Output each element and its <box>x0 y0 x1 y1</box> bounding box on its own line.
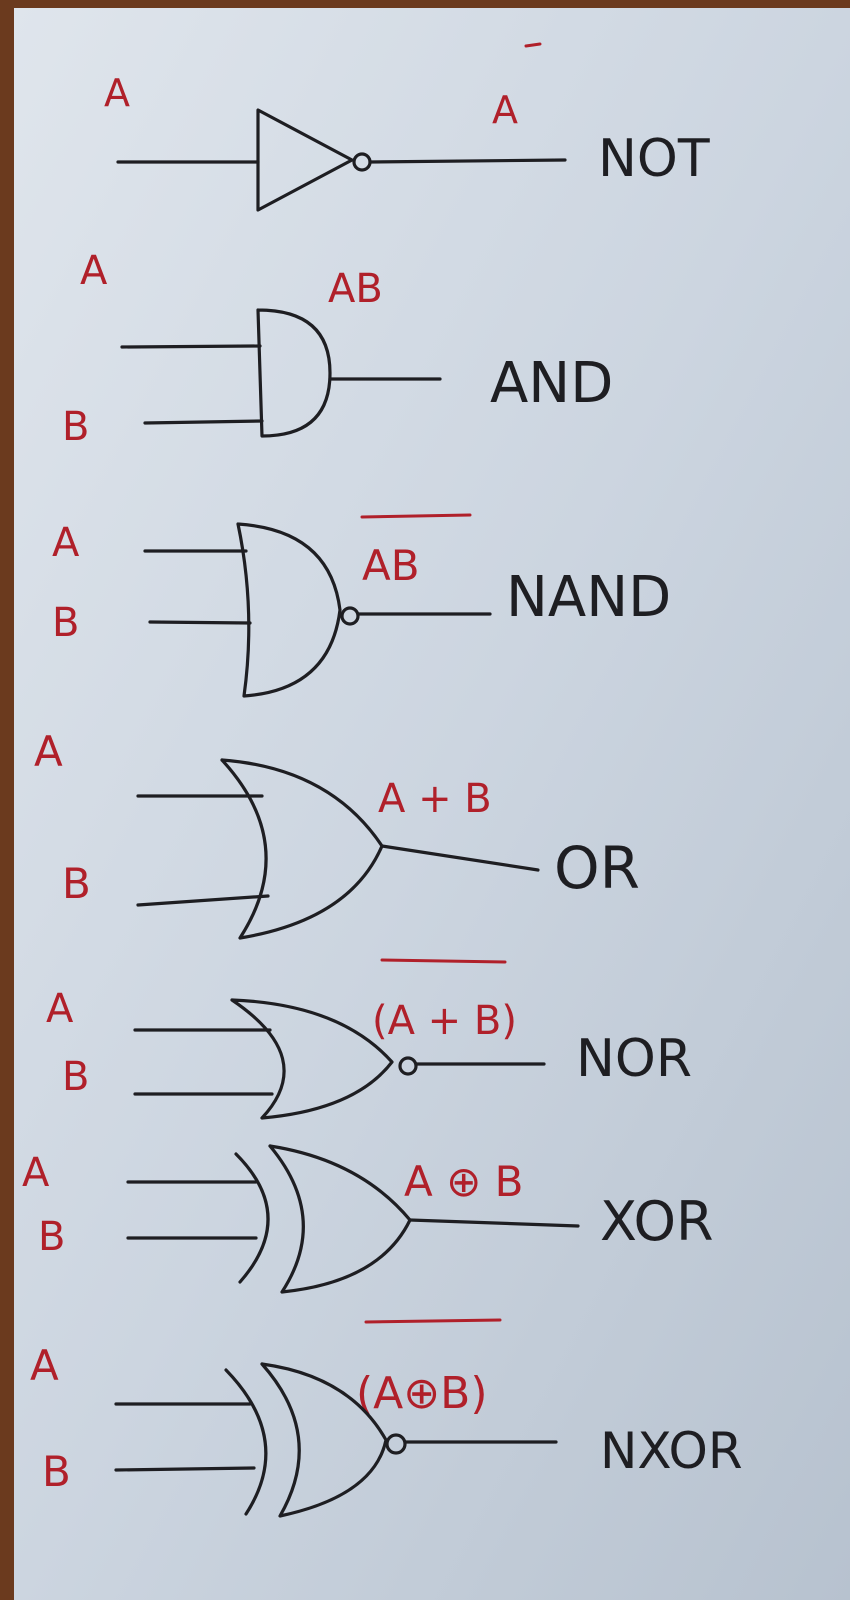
nxor-gate-name: NXOR <box>600 1422 743 1480</box>
nand-output-label: AB <box>362 541 420 590</box>
nand-input-b-wire <box>150 622 250 623</box>
not-output-label: A <box>492 88 518 132</box>
and-input-a-label: A <box>80 248 108 294</box>
xor-gate-name: XOR <box>600 1190 714 1253</box>
not-gate-name: NOT <box>598 129 710 189</box>
or-input-b-label: B <box>62 859 91 908</box>
nor-input-b-label: B <box>62 1054 90 1100</box>
nxor-input-b-wire <box>116 1468 254 1470</box>
nxor-input-b-label: B <box>42 1447 71 1496</box>
and-output-label: AB <box>328 266 383 312</box>
and-input-a-wire <box>122 346 260 347</box>
xor-input-b-label: B <box>38 1214 66 1260</box>
nor-output-label: (A + B) <box>372 998 517 1044</box>
not-input-label: A <box>104 71 130 115</box>
nand-input-a-label: A <box>52 520 80 566</box>
not-output-wire <box>370 160 565 162</box>
nor-output-bar <box>382 960 505 962</box>
not-output-bar <box>526 44 540 46</box>
nor-input-a-label: A <box>46 986 74 1032</box>
and-input-b-label: B <box>62 404 90 450</box>
or-gate-name: OR <box>554 834 640 902</box>
nand-output-bar <box>362 515 470 517</box>
and-gate-name: AND <box>490 351 614 416</box>
or-output-label: A + B <box>378 776 492 822</box>
nxor-input-a-label: A <box>30 1341 59 1390</box>
nand-gate-name: NAND <box>506 565 672 630</box>
nor-gate-name: NOR <box>576 1029 692 1089</box>
or-input-a-label: A <box>34 727 63 776</box>
nxor-output-label: (A⊕B) <box>356 1368 488 1419</box>
xor-output-label: A ⊕ B <box>404 1157 524 1206</box>
xor-input-a-label: A <box>22 1150 50 1196</box>
nxor-output-bar <box>366 1320 500 1322</box>
and-input-b-wire <box>145 421 262 423</box>
nand-input-b-label: B <box>52 600 80 646</box>
